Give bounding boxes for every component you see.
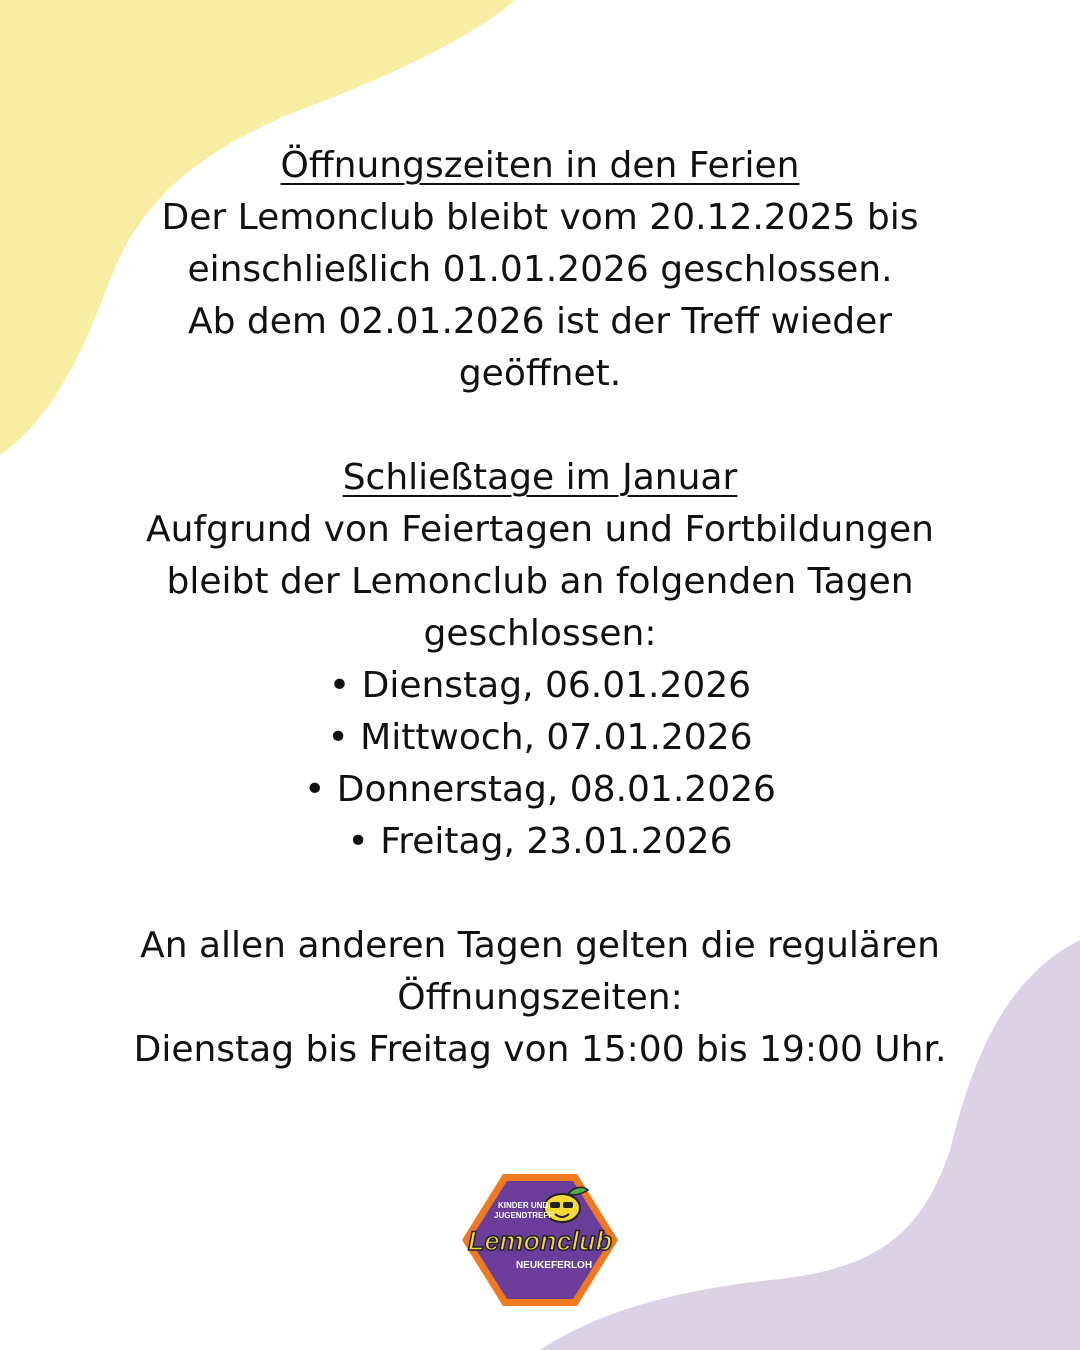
closures-line: bleibt der Lemonclub an folgenden Tagen — [166, 561, 914, 602]
announcement-text — [90, 140, 990, 1076]
closures-line: Aufgrund von Feiertagen und Fortbildungen — [145, 509, 934, 550]
closure-day-item: • Donnerstag, 08.01.2026 — [90, 764, 990, 816]
holidays-line: Der Lemonclub bleibt vom 20.12.2025 bis — [161, 197, 919, 238]
holidays-line: einschließlich 01.01.2026 geschlossen. — [187, 249, 893, 290]
holidays-heading: Öffnungszeiten in den Ferien — [280, 145, 800, 186]
section-spacer — [90, 400, 990, 452]
regular-line: Öffnungszeiten: — [397, 977, 683, 1018]
closures-heading: Schließtage im Januar — [342, 457, 738, 498]
logo-top-text-1: KINDER UND — [498, 1201, 549, 1210]
regular-line: Dienstag bis Freitag von 15:00 bis 19:00 Uhr. — [133, 1029, 947, 1070]
closure-day-item: • Dienstag, 06.01.2026 — [90, 660, 990, 712]
logo-name: Lemonclub — [467, 1226, 613, 1256]
closure-days-list — [90, 660, 990, 868]
closures-line: geschlossen: — [423, 613, 657, 654]
holidays-line: geöffnet. — [458, 353, 622, 394]
holidays-line: Ab dem 02.01.2026 ist der Treff wieder — [187, 301, 893, 342]
closure-day-item: • Mittwoch, 07.01.2026 — [90, 712, 990, 764]
regular-line: An allen anderen Tagen gelten die regulären — [140, 925, 940, 966]
lemonclub-logo — [458, 1170, 622, 1310]
section-spacer — [90, 868, 990, 920]
logo-top-text-2: JUGENDTREFF — [494, 1211, 554, 1220]
logo-location: NEUKEFERLOH — [515, 1260, 593, 1271]
closure-day-item: • Freitag, 23.01.2026 — [90, 816, 990, 868]
